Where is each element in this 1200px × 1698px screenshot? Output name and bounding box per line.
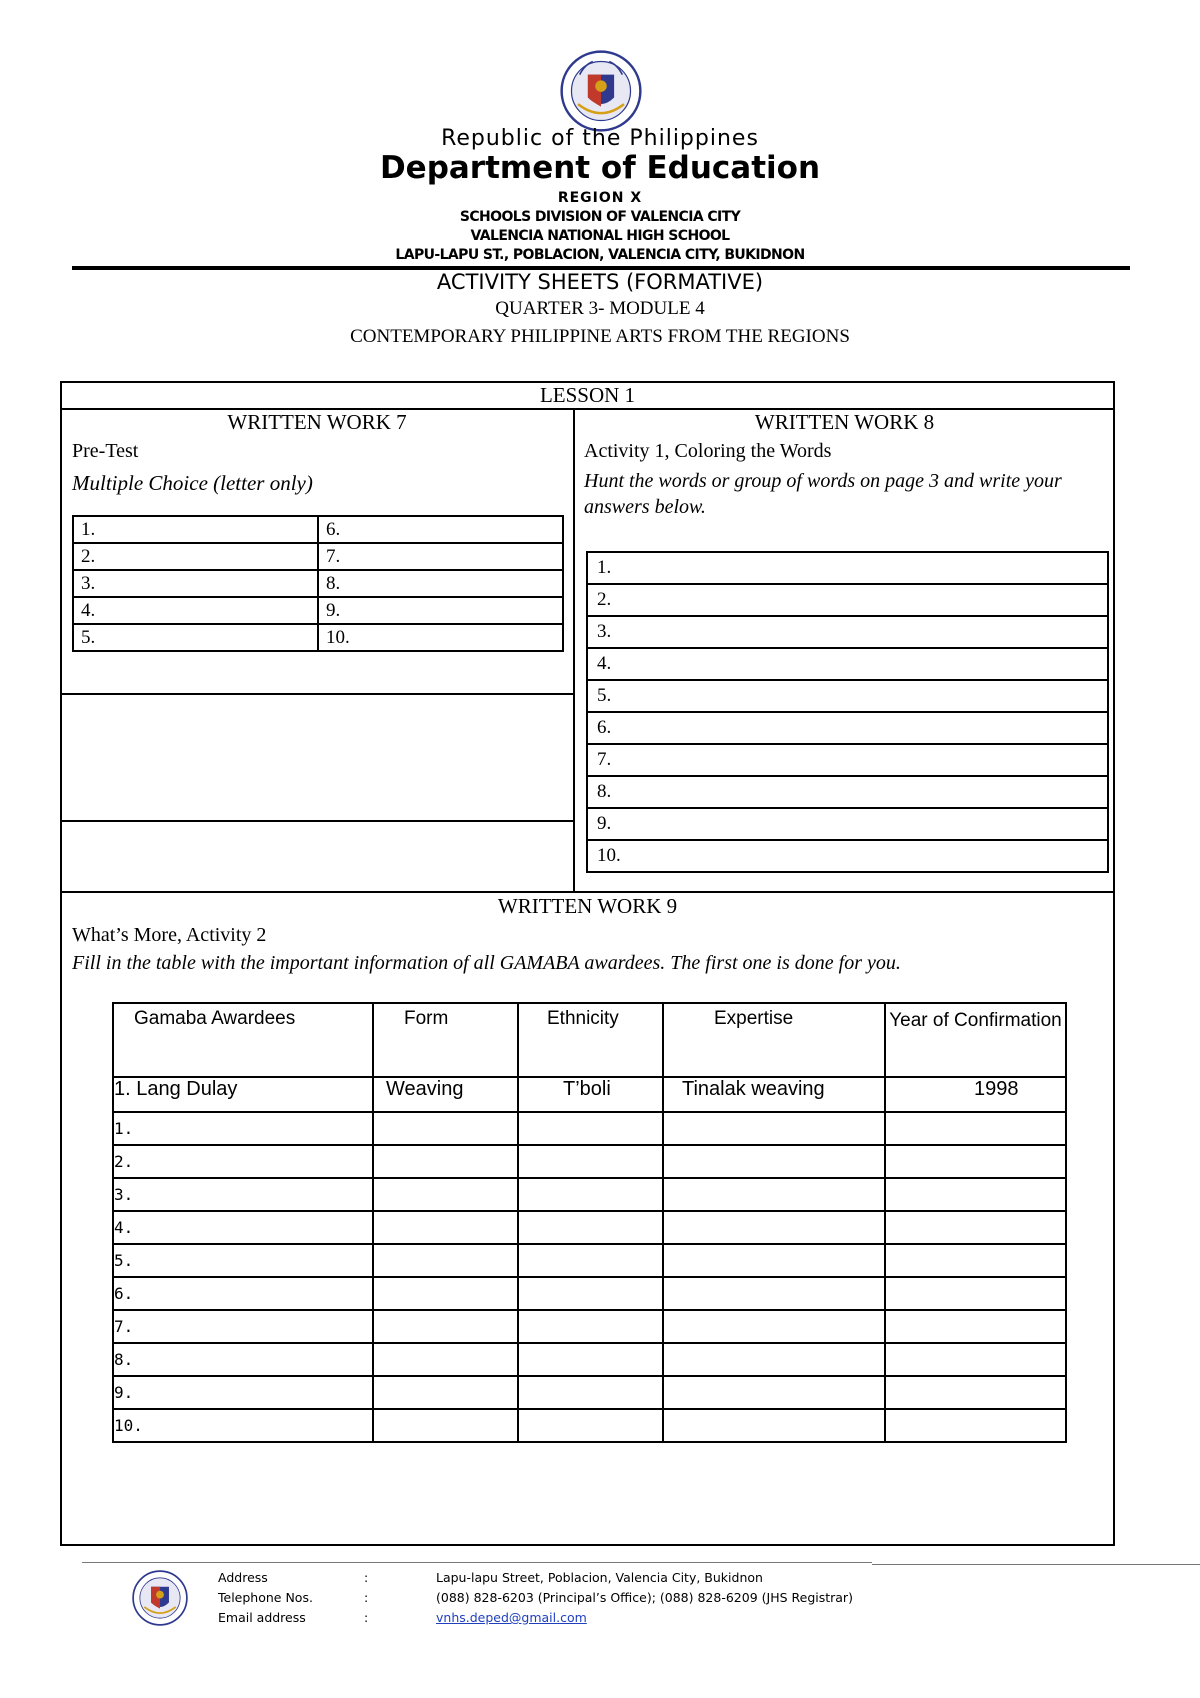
example-year: 1998: [885, 1077, 1066, 1112]
column-header: Expertise: [663, 1003, 885, 1077]
ww8-answer-list: [586, 551, 1109, 873]
answer-cell[interactable]: 10.: [318, 624, 563, 651]
year-cell[interactable]: [885, 1112, 1066, 1145]
footer-divider-extension: [872, 1564, 1200, 1565]
table-row: [73, 516, 563, 543]
ww9-title: WRITTEN WORK 9: [497, 894, 678, 918]
year-cell[interactable]: [885, 1343, 1066, 1376]
row-number[interactable]: 2.: [113, 1145, 373, 1178]
answer-cell[interactable]: 4.: [73, 597, 318, 624]
table-header-row: [113, 1003, 1066, 1077]
ww7-answer-table: [72, 515, 564, 652]
table-row: [113, 1112, 1066, 1145]
answer-cell[interactable]: 9.: [318, 597, 563, 624]
republic-title: Republic of the Philippines: [441, 126, 759, 151]
year-cell[interactable]: [885, 1178, 1066, 1211]
list-item: [587, 616, 1108, 648]
expertise-cell[interactable]: [663, 1112, 885, 1145]
form-cell[interactable]: [373, 1343, 518, 1376]
column-header: Gamaba Awardees: [113, 1003, 373, 1077]
answer-cell[interactable]: 2.: [73, 543, 318, 570]
table-row: [113, 1376, 1066, 1409]
year-cell[interactable]: [885, 1310, 1066, 1343]
deped-seal-logo: [560, 50, 642, 132]
answer-cell[interactable]: 6.: [318, 516, 563, 543]
form-cell[interactable]: [373, 1178, 518, 1211]
ethnicity-cell[interactable]: [518, 1277, 663, 1310]
form-cell[interactable]: [373, 1145, 518, 1178]
row-number[interactable]: 9.: [113, 1376, 373, 1409]
column-header: Ethnicity: [518, 1003, 663, 1077]
year-cell[interactable]: [885, 1277, 1066, 1310]
footer-separator: :: [364, 1570, 369, 1585]
answer-cell[interactable]: 2.: [587, 584, 1108, 616]
expertise-cell[interactable]: [663, 1145, 885, 1178]
school-name: VALENCIA NATIONAL HIGH SCHOOL: [470, 228, 730, 244]
ww7-subtitle: Pre-Test: [72, 440, 139, 462]
table-row: [113, 1145, 1066, 1178]
division-label: SCHOOLS DIVISION OF VALENCIA CITY: [459, 209, 741, 225]
year-cell[interactable]: [885, 1211, 1066, 1244]
list-item: [587, 584, 1108, 616]
ww8-title: WRITTEN WORK 8: [754, 410, 935, 434]
footer-phone-value: (088) 828-6203 (Principal’s Office); (088) 828-6209 (JHS Registrar): [436, 1590, 853, 1605]
answer-cell[interactable]: 8.: [318, 570, 563, 597]
list-item: [587, 776, 1108, 808]
ww8-subtitle: Activity 1, Coloring the Words: [584, 440, 832, 462]
row-number[interactable]: 3.: [113, 1178, 373, 1211]
table-row: [113, 1178, 1066, 1211]
expertise-cell[interactable]: [663, 1343, 885, 1376]
footer-email-link[interactable]: vnhs.deped@gmail.com: [436, 1610, 587, 1625]
answer-cell[interactable]: 7.: [587, 744, 1108, 776]
list-item: [587, 840, 1108, 872]
form-cell[interactable]: [373, 1409, 518, 1442]
row-number[interactable]: 10.: [113, 1409, 373, 1442]
footer-separator: :: [364, 1610, 369, 1625]
ww9-divider: [60, 891, 1115, 893]
answer-cell[interactable]: 1.: [587, 552, 1108, 584]
table-row: [73, 570, 563, 597]
example-expertise: Tinalak weaving: [663, 1077, 885, 1112]
row-number[interactable]: 4.: [113, 1211, 373, 1244]
gamaba-table: [112, 1002, 1067, 1443]
table-row: [113, 1211, 1066, 1244]
ww8-instruction: Hunt the words or group of words on page 3 and write your answers below.: [584, 470, 1062, 518]
footer-divider: [82, 1562, 872, 1563]
ethnicity-cell[interactable]: [518, 1409, 663, 1442]
example-form: Weaving: [373, 1077, 518, 1112]
answer-cell[interactable]: 6.: [587, 712, 1108, 744]
school-address: LAPU-LAPU ST., POBLACION, VALENCIA CITY, BUKIDNON: [395, 247, 805, 263]
answer-cell[interactable]: 9.: [587, 808, 1108, 840]
list-item: [587, 680, 1108, 712]
ethnicity-cell[interactable]: [518, 1343, 663, 1376]
expertise-cell[interactable]: [663, 1310, 885, 1343]
ww7-section-divider: [60, 693, 574, 695]
row-number[interactable]: 8.: [113, 1343, 373, 1376]
column-header: Year of Confirmation: [885, 1003, 1066, 1077]
expertise-cell[interactable]: [663, 1244, 885, 1277]
table-row: [113, 1409, 1066, 1442]
expertise-cell[interactable]: [663, 1376, 885, 1409]
form-cell[interactable]: [373, 1310, 518, 1343]
list-item: [587, 552, 1108, 584]
ethnicity-cell[interactable]: [518, 1112, 663, 1145]
list-item: [587, 648, 1108, 680]
deped-seal-footer-logo: [132, 1570, 188, 1626]
table-row: [73, 597, 563, 624]
footer-separator: :: [364, 1590, 369, 1605]
table-row: [113, 1343, 1066, 1376]
answer-cell[interactable]: 5.: [587, 680, 1108, 712]
year-cell[interactable]: [885, 1145, 1066, 1178]
table-row: [113, 1310, 1066, 1343]
ethnicity-cell[interactable]: [518, 1145, 663, 1178]
table-row: [73, 624, 563, 651]
form-cell[interactable]: [373, 1211, 518, 1244]
answer-cell[interactable]: 7.: [318, 543, 563, 570]
ww9-subtitle: What’s More, Activity 2: [72, 924, 267, 946]
answer-cell[interactable]: 3.: [73, 570, 318, 597]
subject-title: CONTEMPORARY PHILIPPINE ARTS FROM THE REGIONS: [350, 326, 850, 347]
table-row: [113, 1277, 1066, 1310]
ethnicity-cell[interactable]: [518, 1376, 663, 1409]
form-cell[interactable]: [373, 1376, 518, 1409]
example-awardee: 1. Lang Dulay: [113, 1077, 373, 1112]
column-header: Form: [373, 1003, 518, 1077]
quarter-module: QUARTER 3- MODULE 4: [495, 298, 705, 319]
footer-address-label: Address: [218, 1570, 268, 1585]
answer-cell[interactable]: 8.: [587, 776, 1108, 808]
answer-cell[interactable]: 10.: [587, 840, 1108, 872]
expertise-cell[interactable]: [663, 1409, 885, 1442]
footer-address-value: Lapu-lapu Street, Poblacion, Valencia City, Bukidnon: [436, 1570, 763, 1585]
row-number[interactable]: 5.: [113, 1244, 373, 1277]
form-cell[interactable]: [373, 1112, 518, 1145]
table-row: [113, 1077, 1066, 1112]
answer-cell[interactable]: 1.: [73, 516, 318, 543]
row-number[interactable]: 1.: [113, 1112, 373, 1145]
answer-cell[interactable]: 5.: [73, 624, 318, 651]
year-cell[interactable]: [885, 1244, 1066, 1277]
list-item: [587, 712, 1108, 744]
expertise-cell[interactable]: [663, 1178, 885, 1211]
ww7-title: WRITTEN WORK 7: [227, 410, 407, 434]
ethnicity-cell[interactable]: [518, 1178, 663, 1211]
expertise-cell[interactable]: [663, 1277, 885, 1310]
row-number[interactable]: 7.: [113, 1310, 373, 1343]
ethnicity-cell[interactable]: [518, 1244, 663, 1277]
table-row: [113, 1244, 1066, 1277]
expertise-cell[interactable]: [663, 1211, 885, 1244]
department-title: Department of Education: [379, 150, 821, 186]
year-cell[interactable]: [885, 1376, 1066, 1409]
region-label: REGION X: [557, 190, 643, 206]
example-ethnicity: T’boli: [518, 1077, 663, 1112]
list-item: [587, 744, 1108, 776]
lesson-title: LESSON 1: [539, 383, 636, 407]
answer-cell[interactable]: 3.: [587, 616, 1108, 648]
ww7-instruction: Multiple Choice (letter only): [72, 471, 313, 495]
ethnicity-cell[interactable]: [518, 1211, 663, 1244]
row-number[interactable]: 6.: [113, 1277, 373, 1310]
ww9-instruction: Fill in the table with the important information of all GAMABA awardees. The first one is done for you.: [72, 952, 901, 974]
answer-cell[interactable]: 4.: [587, 648, 1108, 680]
ww7-lower-divider: [60, 820, 574, 822]
footer-phone-label: Telephone Nos.: [218, 1590, 313, 1605]
footer-email-label: Email address: [218, 1610, 306, 1625]
activity-title: ACTIVITY SHEETS (FORMATIVE): [436, 270, 764, 294]
form-cell[interactable]: [373, 1244, 518, 1277]
year-cell[interactable]: [885, 1409, 1066, 1442]
list-item: [587, 808, 1108, 840]
ethnicity-cell[interactable]: [518, 1310, 663, 1343]
table-row: [73, 543, 563, 570]
form-cell[interactable]: [373, 1277, 518, 1310]
